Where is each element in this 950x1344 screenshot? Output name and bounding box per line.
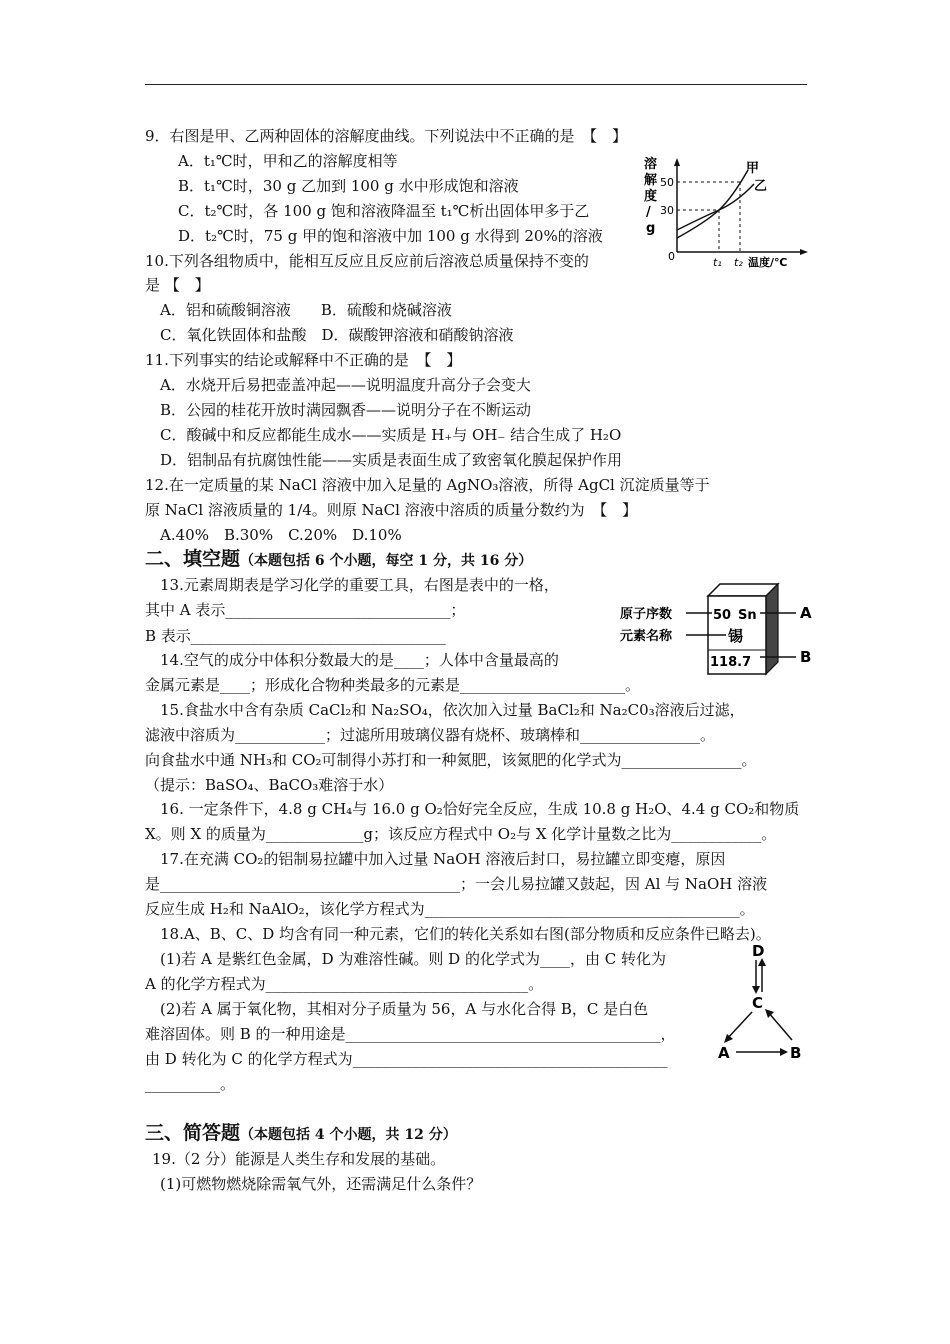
q16-line-2: X。则 X 的质量为_____________g；该反应方程式中 O₂与 X 化学计量数之比为____________。 [145, 825, 777, 843]
q12-line-2: 原 NaCl 溶液质量的 1/4。则原 NaCl 溶液中溶质的质量分数约为 【 】 [145, 501, 638, 519]
section-3-title: 三、简答题 [145, 1122, 241, 1144]
graph-tick-50: 50 [660, 176, 674, 189]
q18-line-6: 由 D 转化为 C 的化学方程式为__________________________________________ [145, 1050, 668, 1068]
cell-symbol: Sn [738, 608, 757, 623]
q11-option-b: B．公园的桂花开放时满园飘香——说明分子在不断运动 [160, 401, 532, 419]
periodic-table-cell-figure [620, 578, 815, 676]
q15-line-4: （提示：BaSO₄、BaCO₃难溶于水） [145, 776, 394, 794]
graph-ylabel-1: 溶 [644, 157, 658, 172]
q9-option-d: D．t₂℃时，75 g 甲的饱和溶液中加 100 g 水得到 20%的溶液 [178, 227, 603, 245]
q18-line-7: __________。 [145, 1075, 236, 1093]
section-2-title: 二、填空题 [145, 548, 241, 570]
q13-line-2: 其中 A 表示______________________________； [145, 601, 466, 619]
q17-line-1: 17.在充满 CO₂的铝制易拉罐中加入过量 NaOH 溶液后封口，易拉罐立即变瘪，原因 [160, 850, 726, 868]
section-2-note: （本题包括 6 个小题，每空 1 分，共 16 分） [240, 553, 533, 569]
q11-option-a: A．水烧开后易把壶盖冲起——说明温度升高分子会变大 [160, 376, 531, 394]
q10-stem-2: 是 【 】 [145, 276, 210, 294]
graph-xlabel: 温度/℃ [748, 256, 788, 269]
q19-line-2: (1)可燃物燃烧除需氧气外，还需满足什么条件？ [160, 1175, 482, 1193]
label-B: B [800, 648, 812, 666]
q10-options-ab: A．铝和硫酸铜溶液 B．硫酸和烧碱溶液 [160, 301, 452, 319]
q18-line-3: A 的化学方程式为___________________________________。 [145, 975, 544, 993]
q12-line-1: 12.在一定质量的某 NaCl 溶液中加入足量的 AgNO₃溶液，所得 AgCl 沉淀质量等于 [145, 476, 710, 494]
node-A: A [718, 1044, 730, 1062]
label-A: A [800, 604, 812, 622]
q14-line-1: 14.空气的成分中体积分数最大的是____；人体中含量最高的 [160, 651, 559, 669]
q11-stem: 11.下列事实的结论或解释中不正确的是 【 】 [145, 351, 462, 369]
q15-line-1: 15.食盐水中含有杂质 CaCl₂和 Na₂SO₄，依次加入过量 BaCl₂和 Na₂C0₃溶液后过滤， [160, 701, 745, 719]
q11-option-c: C．酸碱中和反应都能生成水——实质是 H₊与 OH₋ 结合生成了 H₂O [160, 426, 622, 444]
section-3-heading [145, 1123, 457, 1145]
graph-ylabel-3: 度 [644, 189, 658, 204]
graph-ylabel-4: / [646, 205, 651, 220]
section-3-note: （本题包括 4 个小题，共 12 分） [240, 1127, 457, 1143]
q10-options-cd: C．氧化铁固体和盐酸 D．碳酸钾溶液和硝酸钠溶液 [160, 326, 514, 344]
q17-line-3: 反应生成 H₂和 NaAlO₂，该化学方程式为__________________________________________。 [145, 900, 755, 918]
q18-line-2: (1)若 A 是紫红色金属，D 为难溶性碱。则 D 的化学式为____，由 C 转化为 [160, 950, 666, 968]
node-B: B [790, 1044, 802, 1062]
q9-option-b: B．t₁℃时，30 g 乙加到 100 g 水中形成饱和溶液 [178, 177, 519, 195]
curve-jia [677, 170, 748, 238]
cell-mass: 118.7 [710, 655, 752, 670]
q18-line-5: 难溶固体。则 B 的一种用途是__________________________________________， [145, 1025, 676, 1043]
label-atomic-number: 原子序数 [620, 607, 673, 622]
graph-ylabel-5: g [646, 221, 656, 236]
conversion-diagram [712, 940, 812, 1065]
q9-stem: 9．右图是甲、乙两种固体的溶解度曲线。下列说法中不正确的是 【 】 [145, 127, 628, 145]
q12-options: A.40% B.30% C.20% D.10% [160, 526, 402, 544]
node-C: C [752, 994, 764, 1012]
q15-line-2: 滤液中溶质为____________；过滤所用玻璃仪器有烧杯、玻璃棒和________________。 [145, 726, 716, 744]
graph-ylabel-2: 解 [644, 173, 658, 188]
cell-name: 锡 [728, 627, 744, 645]
graph-tick-30: 30 [660, 204, 674, 217]
q16-line-1: 16. 一定条件下，4.8 g CH₄与 16.0 g O₂恰好完全反应，生成 10.8 g H₂O、4.4 g CO₂和物质 [160, 800, 800, 818]
graph-origin: 0 [668, 250, 675, 263]
q11-option-d: D．铝制品有抗腐蚀性能——实质是表面生成了致密氧化膜起保护作用 [160, 451, 623, 469]
q18-line-4: (2)若 A 属于氧化物，其相对分子质量为 56，A 与水化合得 B，C 是白色 [160, 1000, 649, 1018]
q15-line-3: 向食盐水中通 NH₃和 CO₂可制得小苏打和一种氮肥，该氮肥的化学式为________________。 [145, 751, 757, 769]
cell-atomic-number: 50 [713, 608, 732, 623]
header-rule [145, 84, 807, 85]
graph-label-jia: 甲 [746, 161, 760, 176]
graph-t2: t₂ [734, 256, 743, 269]
q9-option-c: C．t₂℃时，各 100 g 饱和溶液降温至 t₁℃析出固体甲多于乙 [178, 202, 590, 220]
q14-line-2: 金属元素是____；形成化合物种类最多的元素是______________________。 [145, 676, 641, 694]
q9-option-a: A．t₁℃时，甲和乙的溶解度相等 [178, 152, 398, 170]
q18-line-1: 18.A、B、C、D 均含有同一种元素，它们的转化关系如右图(部分物质和反应条件已略去)。 [160, 925, 771, 943]
node-D: D [752, 942, 765, 960]
q19-line-1: 19.（2 分）能源是人类生存和发展的基础。 [152, 1150, 446, 1168]
q13-line-1: 13.元素周期表是学习化学的重要工具，右图是表中的一格， [160, 576, 559, 594]
graph-t1: t₁ [713, 256, 722, 269]
label-element-name: 元素名称 [620, 629, 673, 644]
graph-label-yi: 乙 [754, 179, 768, 194]
q10-stem-1: 10.下列各组物质中，能相互反应且反应前后溶液总质量保持不变的 [145, 252, 589, 270]
solubility-curve-figure [636, 154, 811, 272]
q13-line-3: B 表示__________________________________ [145, 627, 446, 645]
q17-line-2: 是________________________________________；一会儿易拉罐又鼓起，因 Al 与 NaOH 溶液 [145, 875, 768, 893]
section-2-heading [145, 549, 532, 571]
curve-yi [677, 184, 754, 230]
